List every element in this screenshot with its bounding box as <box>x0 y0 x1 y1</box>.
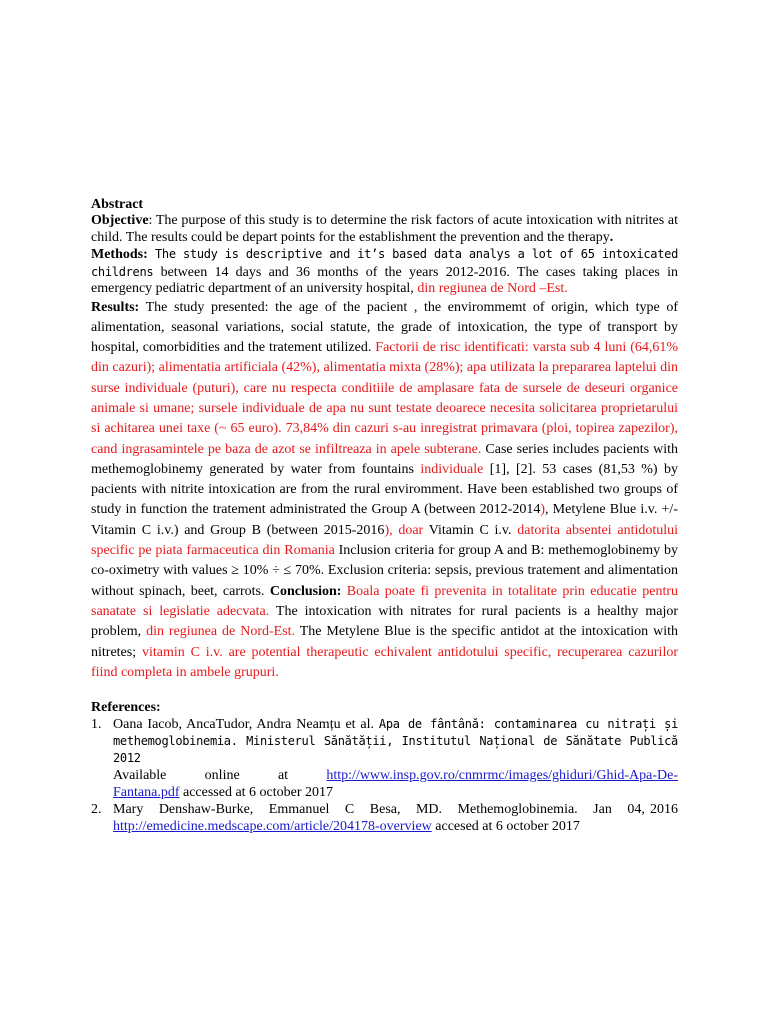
results-text-2: Case series includes pacients with methemoglobinemy generated by water from fountains <box>91 441 678 477</box>
objective-label: Objective <box>91 213 149 228</box>
objective-end: . <box>609 229 614 245</box>
results-text-3: [1], [2]. 53 cases (81,53 %) by pacients with nitrite intoxication are from the rural enviromment. Have been established two groups of study in function the tratement administrated the Group A (between 2012-2014 <box>91 461 678 518</box>
results-paragraph <box>91 298 678 684</box>
results-text-4: , Metylene Blue i.v. +/- Vitamin C i.v.) and Group B (between 2015-2016 <box>91 502 678 538</box>
results-text-6: Inclusion criteria for group A and B: methemoglobinemy by co-oximetry with values ≥ 10% ÷ ≤ 70%. Exclusion criteria: sepsis, previous tratement and alimentation without spinach, beet, carrots. <box>91 543 678 599</box>
reference-item <box>91 801 685 835</box>
reference-number: 2. <box>91 802 102 818</box>
objective-text: : The purpose of this study is to determine the risk factors of acute intoxication with nitrites at child. The results could be depart points for the establishment the prevention and the therapy <box>91 213 678 245</box>
reference-link[interactable]: http://emedicine.medscape.com/article/204178-overview <box>113 819 432 835</box>
conclusion-highlight-3: vitamin C i.v. are potential therapeutic echivalent antidotului specific, recuperarea cazurilor fiind completa in ambele grupuri. <box>91 644 678 680</box>
results-text-1: The study presented: the age of the pacient , the envirommemt of origin, which type of alimentation, seasonal variations, social statute, the grade of intoxication, the type of transport by hospital, comorbidities and the tratement utilized. <box>91 299 678 356</box>
reference-text: Mary Denshaw-Burke, Emmanuel C Besa, MD. Methemoglobinemia. Jan 04, 2016 <box>113 802 685 818</box>
methods-region-highlight: din regiunea de Nord –Est. <box>417 281 568 296</box>
reference-accessed: accesed at 6 october 2017 <box>431 819 580 835</box>
reference-link[interactable]: http://www.insp.gov.ro/cnmrmc/images/ghiduri/Ghid-Apa-De-Fantana.pdf <box>113 768 678 801</box>
reference-accessed: accessed at 6 october 2017 <box>179 785 334 801</box>
results-doar-highlight: ), doar <box>384 522 424 538</box>
conclusion-text-2: The Metylene Blue is the specific antidot at the intoxication with nitretes; <box>91 624 678 660</box>
results-antidote-highlight: datorita absentei antidotului specific pe piata farmaceutica din Romania <box>91 522 679 559</box>
references-heading: References: <box>91 700 161 716</box>
conclusion-text-1: The intoxication with nitrates for rural pacients is a healthy major problem, <box>91 603 678 640</box>
conclusion-highlight-2: din regiunea de Nord-Est. <box>146 624 296 640</box>
results-individual-highlight: individuale <box>420 461 484 477</box>
methods-text: between 14 days and 36 months of the years 2012-2016. The cases taking places in emergency pediatric department of an university hospital, <box>91 264 678 296</box>
conclusion-label: Conclusion: <box>269 583 342 599</box>
reference-item <box>91 716 678 801</box>
reference-title: Apa de fântână: contaminarea cu nitrați și methemoglobinemia. Ministerul Sănătății, Institutul Național de Sănătate Publică 2012 <box>113 717 678 766</box>
abstract-heading: Abstract <box>91 197 144 212</box>
conclusion-highlight-1: Boala poate fi prevenita in totalitate prin educatie pentru sanatate si legislatie adecvata. <box>91 583 679 619</box>
methods-paragraph <box>91 246 678 298</box>
results-paren-highlight: ) <box>540 502 545 518</box>
results-text-5: Vitamin C i.v. <box>423 522 518 538</box>
reference-number: 1. <box>91 717 102 733</box>
objective-paragraph <box>91 213 678 246</box>
results-label: Results: <box>91 299 140 315</box>
abstract-section <box>91 197 685 835</box>
references-list <box>91 716 685 835</box>
methods-label: Methods: <box>91 247 148 262</box>
methods-mono-text: The study is descriptive and it’s based data analys a lot of 65 intoxicated childrens <box>91 247 678 279</box>
reference-available: Available online at <box>113 768 327 784</box>
results-risk-factors-highlight: Factorii de risc identificati: varsta sub 4 luni (64,61% din cazuri); alimentatia artificiala (42%), alimentatia mixta (28%); apa utilizata la prepararea laptelui din surse individuale (puturi), care nu respecta conditiile de amplasare fata de sursele de deseuri organice animale si umane; sursele individuale de apa nu sunt testate deoarece necesita solicitarea proprietarului si achitarea unei taxe (~ 65 euro). 73,84% din cazuri s-au inregistrat primavara (ploi, topirea zapezilor), cand ingrasamintele pe baza de azot se infiltreaza in apele subterane. <box>91 340 679 457</box>
reference-authors: Oana Iacob, AncaTudor, Andra Neamțu et al. <box>113 717 379 733</box>
